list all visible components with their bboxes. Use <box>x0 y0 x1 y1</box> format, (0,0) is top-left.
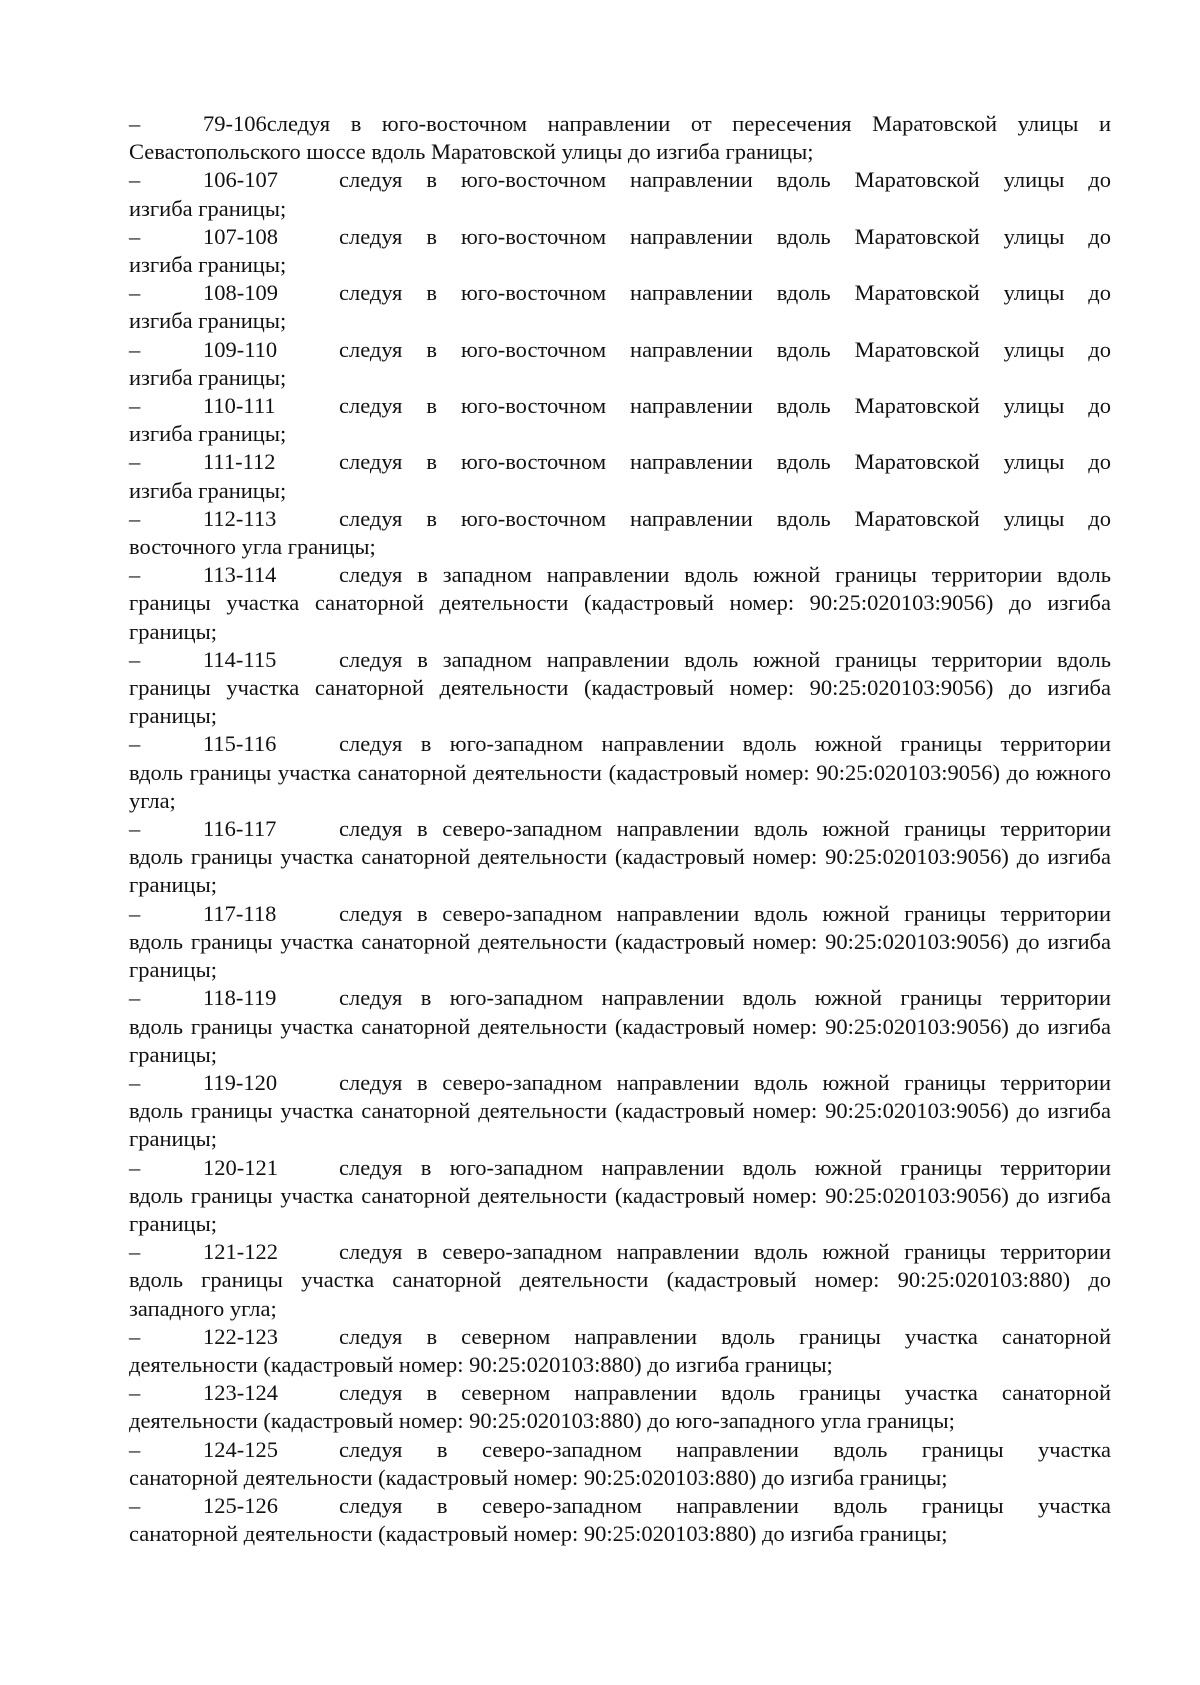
list-dash: – <box>129 900 141 926</box>
segment-label: 116-117 <box>203 816 277 842</box>
segment-description: следуя в юго-западном направлении вдоль южной границы территории <box>339 731 1111 757</box>
segment-description: следуя в юго-восточном направлении вдоль Маратовской улицы до <box>339 505 1111 531</box>
boundary-entry-118-119 <box>129 984 1111 1069</box>
segment-label: 117-118 <box>203 900 277 926</box>
segment-label: 107-108 <box>203 223 278 249</box>
list-dash: – <box>129 336 141 362</box>
segment-label: 121-122 <box>203 1239 278 1265</box>
segment-label: 120-121 <box>203 1154 278 1180</box>
list-dash: – <box>129 111 141 136</box>
boundary-entry-110-111 <box>129 392 1111 448</box>
entry-first-line <box>129 561 1111 589</box>
segment-description-continued: вдоль границы участка санаторной деятельности (кадастровый номер: 90:25:020103:9056) до изгиба границы; <box>129 928 1111 983</box>
segment-label: 119-120 <box>203 1069 278 1095</box>
boundary-entry-112-113 <box>129 505 1111 561</box>
list-dash: – <box>129 1436 141 1462</box>
list-dash: – <box>129 1069 141 1095</box>
boundary-entry-116-117 <box>129 815 1111 900</box>
segment-description-continued: изгиба границы; <box>129 477 287 503</box>
segment-description: следуя в юго-восточном направлении вдоль Маратовской улицы до <box>339 223 1111 249</box>
boundary-entry-114-115 <box>129 646 1111 731</box>
boundary-entry-113-114 <box>129 561 1111 646</box>
segment-description-continued: санаторной деятельности (кадастровый номер: 90:25:020103:880) до изгиба границы; <box>129 1521 948 1547</box>
boundary-entry-115-116 <box>129 730 1111 815</box>
segment-label: 115-116 <box>203 731 277 757</box>
segment-description-continued: Севастопольского шоссе вдоль Маратовской улицы до изгиба границы; <box>129 139 814 165</box>
segment-label: 125-126 <box>203 1492 278 1518</box>
segment-description-continued: вдоль границы участка санаторной деятельности (кадастровый номер: 90:25:020103:880) до западного угла; <box>129 1267 1111 1321</box>
entry-first-line <box>129 1492 1111 1520</box>
entry-first-line <box>129 984 1111 1012</box>
segment-label: 118-119 <box>203 985 277 1011</box>
list-dash: – <box>129 816 141 842</box>
segment-description: следуя в северо-западном направлении вдоль южной границы территории <box>339 1239 1111 1265</box>
boundary-entry-121-122 <box>129 1238 1111 1323</box>
boundary-entry-124-125 <box>129 1436 1111 1492</box>
segment-description: следуя в юго-восточном направлении вдоль Маратовской улицы до <box>339 167 1111 193</box>
segment-label: 79-106 <box>203 111 267 136</box>
segment-label: 111-112 <box>203 449 276 475</box>
segment-label: 114-115 <box>203 646 277 672</box>
list-dash: – <box>129 505 141 531</box>
entry-first-line <box>129 1323 1111 1351</box>
segment-description-continued: восточного угла границы; <box>129 534 376 560</box>
list-dash: – <box>129 449 141 475</box>
list-dash: – <box>129 1154 141 1180</box>
segment-description-continued: деятельности (кадастровый номер: 90:25:020103:880) до изгиба границы; <box>129 1351 833 1377</box>
boundary-entry-123-124 <box>129 1379 1111 1435</box>
list-dash: – <box>129 280 141 306</box>
segment-label: 123-124 <box>203 1380 278 1406</box>
entry-first-line <box>129 815 1111 843</box>
segment-description: следуя в юго-западном направлении вдоль южной границы территории <box>339 985 1111 1011</box>
entry-first-line <box>129 336 1111 364</box>
segment-description: следуя в юго-восточном направлении вдоль Маратовской улицы до <box>339 280 1111 306</box>
segment-description-continued: изгиба границы; <box>129 308 287 334</box>
entry-first-line <box>129 1154 1111 1182</box>
segment-description-continued: изгиба границы; <box>129 252 287 278</box>
list-dash: – <box>129 1380 141 1406</box>
segment-label: 110-111 <box>203 393 276 419</box>
segment-label: 113-114 <box>203 562 277 588</box>
entry-first-line <box>129 1436 1111 1464</box>
boundary-entry-107-108 <box>129 223 1111 279</box>
segment-description-continued: изгиба границы; <box>129 421 287 447</box>
segment-description-continued: изгиба границы; <box>129 195 287 221</box>
entry-first-line <box>129 448 1111 476</box>
list-dash: – <box>129 985 141 1011</box>
entry-first-line <box>129 166 1111 194</box>
document-body <box>129 110 1111 1548</box>
boundary-entry-119-120 <box>129 1069 1111 1154</box>
segment-description-continued: вдоль границы участка санаторной деятельности (кадастровый номер: 90:25:020103:9056) до южного угла; <box>129 759 1111 813</box>
entry-first-line <box>129 900 1111 928</box>
list-dash: – <box>129 393 141 419</box>
boundary-entry-125-126 <box>129 1492 1111 1548</box>
list-dash: – <box>129 1323 141 1349</box>
segment-description: следуя в юго-восточном направлении вдоль Маратовской улицы до <box>339 449 1111 475</box>
boundary-entry-122-123 <box>129 1323 1111 1379</box>
entry-first-line <box>129 1069 1111 1097</box>
segment-label: 124-125 <box>203 1436 278 1462</box>
list-dash: – <box>129 1239 141 1265</box>
segment-description: следуя в юго-восточном направлении от пересечения Маратовской улицы и <box>266 111 1111 136</box>
list-dash: – <box>129 646 141 672</box>
boundary-entry-120-121 <box>129 1154 1111 1239</box>
entry-first-line <box>129 1238 1111 1266</box>
segment-description: следуя в юго-восточном направлении вдоль Маратовской улицы до <box>339 336 1111 362</box>
segment-description: следуя в северном направлении вдоль границы участка санаторной <box>339 1380 1111 1406</box>
segment-label: 109-110 <box>203 336 278 362</box>
list-dash: – <box>129 562 141 588</box>
segment-description: следуя в юго-восточном направлении вдоль Маратовской улицы до <box>339 393 1111 419</box>
segment-description: следуя в юго-западном направлении вдоль южной границы территории <box>339 1154 1111 1180</box>
entry-first-line <box>129 730 1111 758</box>
boundary-entry-117-118 <box>129 900 1111 985</box>
entry-first-line <box>129 110 1111 138</box>
segment-description: следуя в северо-западном направлении вдоль южной границы территории <box>339 900 1111 926</box>
segment-description-continued: вдоль границы участка санаторной деятельности (кадастровый номер: 90:25:020103:9056) до изгиба границы; <box>129 1182 1111 1236</box>
entry-first-line <box>129 279 1111 307</box>
entry-first-line <box>129 223 1111 251</box>
segment-label: 106-107 <box>203 167 278 193</box>
segment-label: 112-113 <box>203 505 277 531</box>
entry-first-line <box>129 646 1111 674</box>
segment-description: следуя в северо-западном направлении вдоль южной границы территории <box>339 816 1111 842</box>
boundary-entry-111-112 <box>129 448 1111 504</box>
segment-description-continued: изгиба границы; <box>129 364 287 390</box>
boundary-entry-109-110 <box>129 336 1111 392</box>
boundary-entry-106-107 <box>129 166 1111 222</box>
segment-description-continued: деятельности (кадастровый номер: 90:25:020103:880) до юго-западного угла границы; <box>129 1408 955 1434</box>
segment-description: следуя в северо-западном направлении вдоль границы участка <box>339 1492 1111 1518</box>
segment-label: 122-123 <box>203 1323 278 1349</box>
segment-description-continued: границы участка санаторной деятельности (кадастровый номер: 90:25:020103:9056) до изгиба границы; <box>129 590 1111 644</box>
list-dash: – <box>129 1492 141 1518</box>
segment-description: следуя в северном направлении вдоль границы участка санаторной <box>339 1323 1111 1349</box>
entry-first-line <box>129 1379 1111 1407</box>
segment-description: следуя в северо-западном направлении вдоль границы участка <box>339 1436 1111 1462</box>
segment-description-continued: вдоль границы участка санаторной деятельности (кадастровый номер: 90:25:020103:9056) до изгиба границы; <box>129 1098 1111 1152</box>
entry-first-line <box>129 505 1111 533</box>
segment-description-continued: вдоль границы участка санаторной деятельности (кадастровый номер: 90:25:020103:9056) до изгиба границы; <box>129 1013 1111 1067</box>
list-dash: – <box>129 223 141 249</box>
segment-description: следуя в западном направлении вдоль южной границы территории вдоль <box>339 646 1111 672</box>
boundary-entry-108-109 <box>129 279 1111 335</box>
boundary-entry-79-106 <box>129 110 1111 166</box>
list-dash: – <box>129 167 141 193</box>
segment-description-continued: границы участка санаторной деятельности (кадастровый номер: 90:25:020103:9056) до изгиба границы; <box>129 675 1111 729</box>
entry-first-line <box>129 392 1111 420</box>
list-dash: – <box>129 731 141 757</box>
segment-description-continued: вдоль границы участка санаторной деятельности (кадастровый номер: 90:25:020103:9056) до изгиба границы; <box>129 844 1111 898</box>
segment-description: следуя в северо-западном направлении вдоль южной границы территории <box>339 1069 1111 1095</box>
segment-label: 108-109 <box>203 280 278 306</box>
segment-description: следуя в западном направлении вдоль южной границы территории вдоль <box>339 562 1111 588</box>
segment-description-continued: санаторной деятельности (кадастровый номер: 90:25:020103:880) до изгиба границы; <box>129 1464 948 1490</box>
